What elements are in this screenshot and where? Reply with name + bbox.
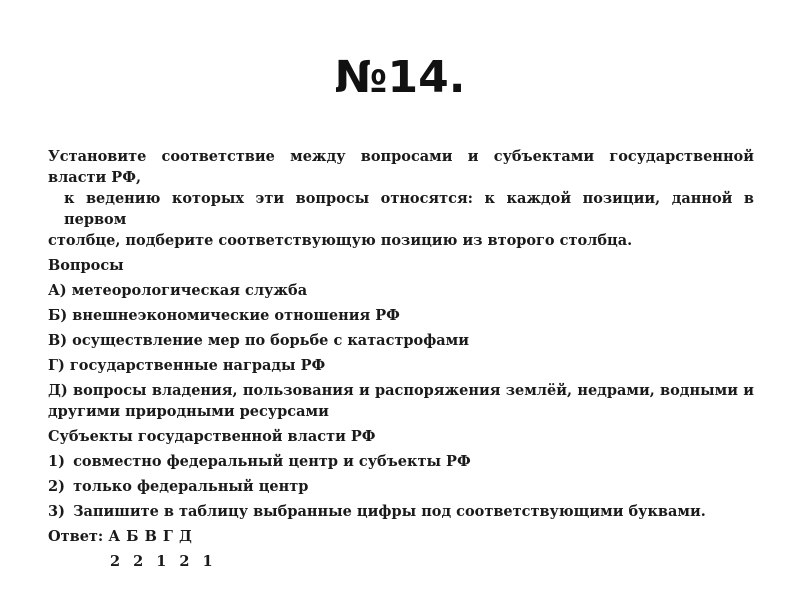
- question-item-b: Б) внешнеэкономические отношения РФ: [48, 307, 400, 324]
- answer-row: [48, 526, 754, 547]
- answer-digits: 2 2 1 2 1: [110, 553, 217, 570]
- question-item-d: Д) вопросы владения, пользования и распоряжения землёй, недрами, водными и другими природными ресурсами: [48, 382, 754, 420]
- page-title: №14.: [334, 52, 466, 103]
- answer-letters: А Б В Г Д: [108, 528, 193, 545]
- question-item-g: Г) государственные награды РФ: [48, 357, 326, 374]
- answer-label: Ответ:: [48, 528, 104, 545]
- subject-item-2: [48, 476, 754, 497]
- question-item-a: А) метеорологическая служба: [48, 282, 308, 299]
- question-item-v: В) осуществление мер по борьбе с катастрофами: [48, 332, 470, 349]
- instruction-line-1: Установите соответствие между вопросами и субъектами государственной власти РФ,: [48, 148, 754, 186]
- subject-number: 1): [48, 453, 65, 470]
- subject-item-1: [48, 451, 754, 472]
- instruction-line-3: столбце, подберите соответствующую позицию из второго столбца.: [48, 232, 633, 249]
- task-content: [48, 146, 754, 572]
- subject-text: только федеральный центр: [73, 478, 309, 495]
- subject-number: 2): [48, 478, 65, 495]
- instruction-line-2: к ведению которых эти вопросы относятся: к каждой позиции, данной в первом: [64, 190, 754, 228]
- questions-heading: Вопросы: [48, 257, 124, 274]
- subjects-heading: Субъекты государственной власти РФ: [48, 428, 376, 445]
- subject-text: Запишите в таблицу выбранные цифры под соответствующими буквами.: [73, 503, 706, 520]
- subject-item-3: [48, 501, 754, 522]
- subject-text: совместно федеральный центр и субъекты РФ: [73, 453, 471, 470]
- task-instruction: [48, 146, 754, 251]
- subject-number: 3): [48, 503, 65, 520]
